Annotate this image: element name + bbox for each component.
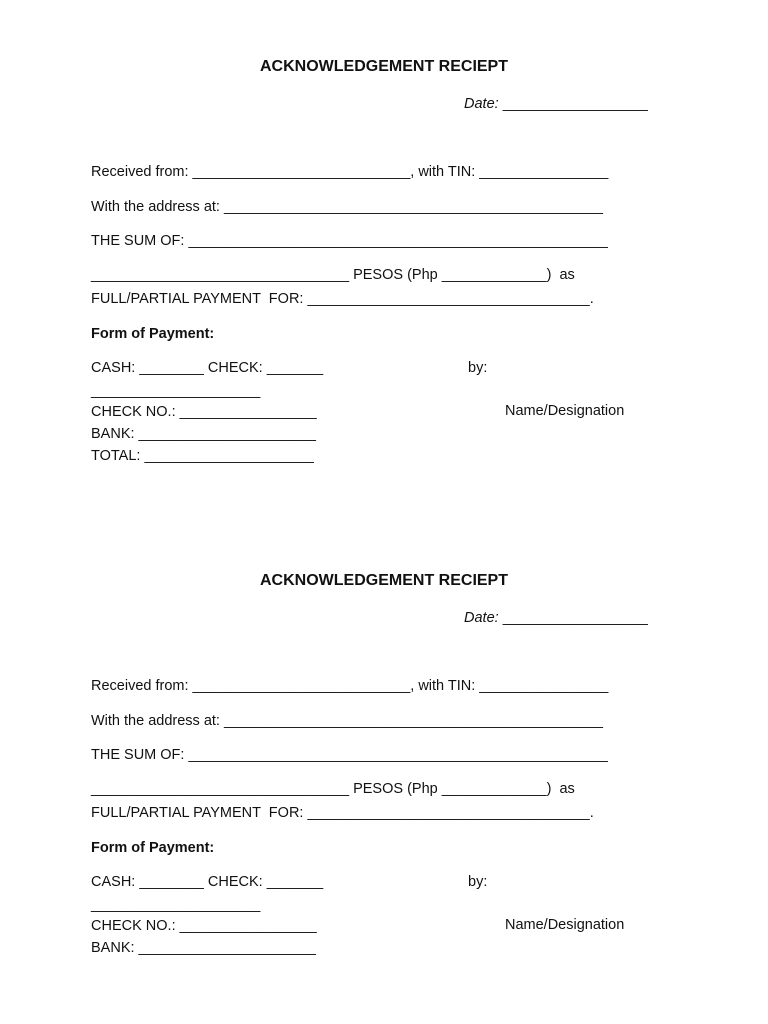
sum-of-line[interactable]: THE SUM OF: ____________________________________________________ (91, 747, 608, 763)
check-no-line[interactable]: CHECK NO.: _________________ (91, 918, 317, 934)
received-from-line[interactable]: Received from: ___________________________, with TIN: ________________ (91, 678, 609, 694)
receipt-form-2 (0, 514, 768, 994)
date-label: Date: (464, 96, 503, 112)
cash-check-line[interactable]: CASH: ________ CHECK: _______ (91, 360, 324, 376)
payment-for-line[interactable]: FULL/PARTIAL PAYMENT FOR: ___________________________________. (91, 805, 594, 821)
address-line[interactable]: With the address at: _______________________________________________ (91, 199, 603, 215)
pesos-line[interactable]: ________________________________ PESOS (Php _____________) as (91, 267, 575, 283)
cash-check-line[interactable]: CASH: ________ CHECK: _______ (91, 874, 324, 890)
receipt-title: ACKNOWLEDGEMENT RECIEPT (260, 572, 508, 589)
date-blank[interactable]: __________________ (502, 96, 648, 112)
receipt-title: ACKNOWLEDGEMENT RECIEPT (260, 58, 508, 75)
pesos-line[interactable]: ________________________________ PESOS (Php _____________) as (91, 781, 575, 797)
signature-line[interactable]: _____________________ (91, 897, 261, 913)
date-blank[interactable]: __________________ (502, 610, 648, 626)
form-of-payment-heading: Form of Payment: (91, 840, 215, 856)
name-designation-label: Name/Designation (505, 917, 625, 933)
by-label: by: (468, 360, 488, 376)
date-field[interactable] (464, 609, 648, 627)
address-line[interactable]: With the address at: _______________________________________________ (91, 713, 603, 729)
check-no-line[interactable]: CHECK NO.: _________________ (91, 404, 317, 420)
date-field[interactable] (464, 95, 648, 113)
total-line[interactable]: TOTAL: _____________________ (91, 448, 314, 464)
date-label: Date: (464, 610, 503, 626)
received-from-line[interactable]: Received from: ___________________________, with TIN: ________________ (91, 164, 609, 180)
receipt-form-1 (0, 0, 768, 480)
bank-line[interactable]: BANK: ______________________ (91, 940, 316, 956)
sum-of-line[interactable]: THE SUM OF: ____________________________________________________ (91, 233, 608, 249)
form-of-payment-heading: Form of Payment: (91, 326, 215, 342)
signature-line[interactable]: _____________________ (91, 383, 261, 399)
name-designation-label: Name/Designation (505, 403, 625, 419)
payment-for-line[interactable]: FULL/PARTIAL PAYMENT FOR: ___________________________________. (91, 291, 594, 307)
bank-line[interactable]: BANK: ______________________ (91, 426, 316, 442)
by-label: by: (468, 874, 488, 890)
